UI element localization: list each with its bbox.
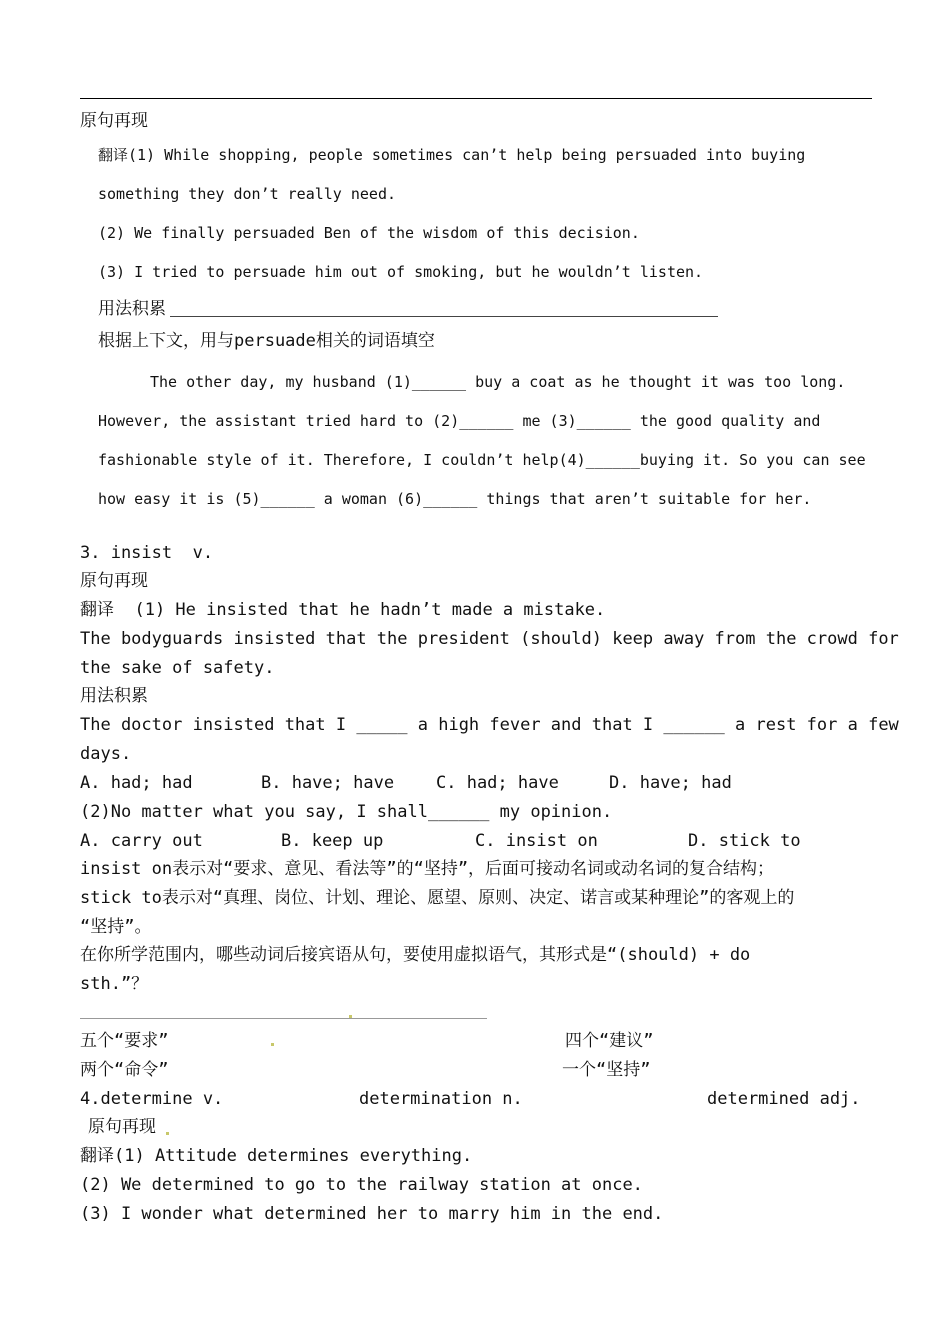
question1-line-b: days. xyxy=(80,744,132,764)
section2-usage-label: 用法积累 xyxy=(98,299,166,319)
question2-option-b[interactable]: B. keep up xyxy=(281,831,384,851)
question3-answer-line[interactable] xyxy=(80,1018,487,1019)
scan-speck xyxy=(349,1015,352,1018)
section3-translation-2b: the sake of safety. xyxy=(80,658,275,678)
section2-translation-1b: something they don’t really need. xyxy=(98,185,397,203)
section2-heading: 原句再现 xyxy=(80,111,148,131)
section4-sub-heading: 原句再现 xyxy=(88,1117,156,1137)
section3-sub-heading: 原句再现 xyxy=(80,571,148,591)
top-rule xyxy=(80,98,872,99)
question1-option-a[interactable]: A. had; had xyxy=(80,773,193,793)
scan-speck xyxy=(271,1043,274,1046)
note-line-3: “坚持”。 xyxy=(80,917,152,937)
grid-insist: 一个“坚持” xyxy=(562,1060,651,1080)
section4-word-determination: determination n. xyxy=(359,1089,523,1109)
section4-translation-2: (2) We determined to go to the railway station at once. xyxy=(80,1175,643,1195)
section4-translation-1: 翻译(1) Attitude determines everything. xyxy=(80,1146,473,1166)
section2-paragraph-line-1: The other day, my husband (1)______ buy a coat as he thought it was too long. xyxy=(150,373,846,391)
section4-translation-3: (3) I wonder what determined her to marry him in the end. xyxy=(80,1204,664,1224)
section2-translation-2: (2) We finally persuaded Ben of the wisdom of this decision. xyxy=(98,224,640,242)
note-line-2: stick to表示对“真理、岗位、计划、理论、愿望、原则、决定、诺言或某种理论”的客观上的 xyxy=(80,888,795,908)
question2-option-c[interactable]: C. insist on xyxy=(475,831,598,851)
note-line-1: insist on表示对“要求、意见、看法等”的“坚持”，后面可接动名词或动名词的复合结构； xyxy=(80,859,775,879)
grid-requirements: 五个“要求” xyxy=(80,1031,169,1051)
section4-word-determined: determined adj. xyxy=(707,1089,861,1109)
question3-line-a: 在你所学范围内，哪些动词后接宾语从句，要使用虚拟语气，其形式是“(should) + do xyxy=(80,945,751,965)
section4-word-determine: 4.determine v. xyxy=(80,1089,224,1109)
section3-usage-label: 用法积累 xyxy=(80,686,148,706)
question2-option-d[interactable]: D. stick to xyxy=(688,831,801,851)
section2-paragraph-line-4: how easy it is (5)______ a woman (6)______ things that aren’t suitable for her. xyxy=(98,490,812,508)
section2-fill-title: 根据上下文，用与persuade相关的词语填空 xyxy=(98,331,435,351)
section3-translation-1: 翻译 (1) He insisted that he hadn’t made a mistake. xyxy=(80,600,606,620)
question1-option-b[interactable]: B. have; have xyxy=(261,773,395,793)
usage-answer-line[interactable] xyxy=(170,316,718,317)
section2-paragraph-line-3: fashionable style of it. Therefore, I couldn’t help(4)______buying it. So you can see xyxy=(98,451,866,469)
question2-option-a[interactable]: A. carry out xyxy=(80,831,203,851)
section3-translation-2a: The bodyguards insisted that the president (should) keep away from the crowd for xyxy=(80,629,899,649)
section2-paragraph-line-2: However, the assistant tried hard to (2)______ me (3)______ the good quality and xyxy=(98,412,821,430)
section2-translation-1a: 翻译(1) While shopping, people sometimes can’t help being persuaded into buying xyxy=(98,146,806,164)
question1-option-c[interactable]: C. had; have xyxy=(436,773,559,793)
question1-line-a: The doctor insisted that I _____ a high fever and that I ______ a rest for a few xyxy=(80,715,899,735)
question2-stem: (2)No matter what you say, I shall______ my opinion. xyxy=(80,802,613,822)
section3-heading: 3. insist v. xyxy=(80,543,214,563)
grid-suggestions: 四个“建议” xyxy=(565,1031,654,1051)
question3-line-b: sth.”？ xyxy=(80,974,149,994)
question1-option-d[interactable]: D. have; had xyxy=(609,773,732,793)
grid-commands: 两个“命令” xyxy=(80,1060,169,1080)
scan-speck xyxy=(166,1132,169,1135)
section2-translation-3: (3) I tried to persuade him out of smoking, but he wouldn’t listen. xyxy=(98,263,704,281)
